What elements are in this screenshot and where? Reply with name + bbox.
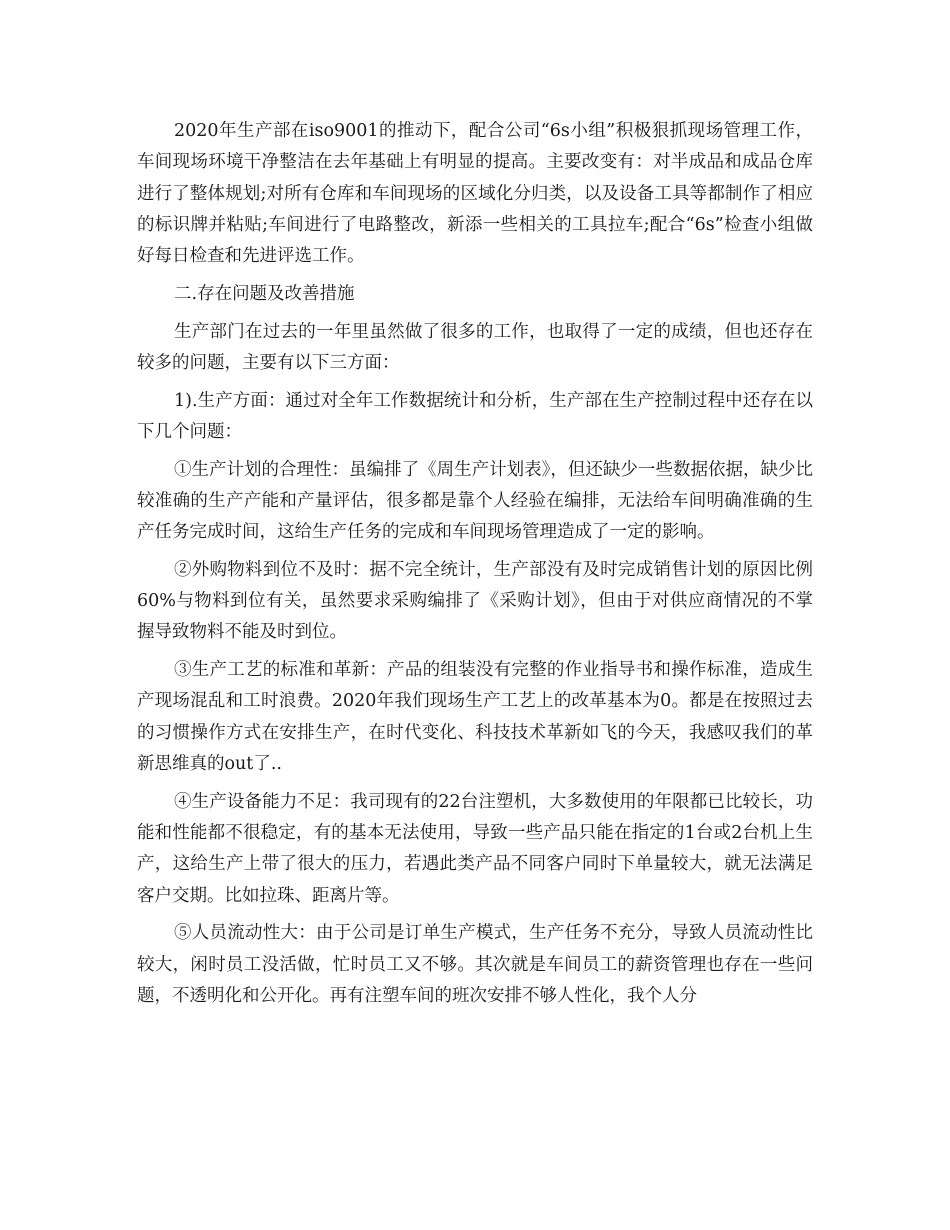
- paragraph-production-planning: ①生产计划的合理性：虽编排了《周生产计划表》，但还缺少一些数据依据，缺少比较准确的生产产能和产量评估，很多都是靠个人经验在编排，无法给车间明确准确的生产任务完成时间，这给生产任务的完成和车间现场管理造成了一定的影响。: [137, 459, 813, 543]
- paragraph-material-delivery: ②外购物料到位不及时：据不完全统计，生产部没有及时完成销售计划的原因比例60%与物料到位有关，虽然要求采购编排了《采购计划》，但由于对供应商情况的不掌握导致物料不能及时到位。: [137, 559, 813, 643]
- paragraph-equipment-capacity: ④生产设备能力不足：我司现有的22台注塑机，大多数使用的年限都已比较长，功能和性能都不很稳定，有的基本无法使用，导致一些产品只能在指定的1台或2台机上生产，这给生产上带了很大的压力，若遇此类产品不同客户同时下单量较大，就无法满足客户交期。比如拉珠、距离片等。: [137, 791, 813, 906]
- paragraph-problems-intro: 生产部门在过去的一年里虽然做了很多的工作，也取得了一定的成绩，但也还存在较多的问题，主要有以下三方面：: [137, 321, 813, 373]
- section-heading-problems: 二.存在问题及改善措施: [174, 283, 355, 304]
- paragraph-production-aspect: 1).生产方面：通过对全年工作数据统计和分析，生产部在生产控制过程中还存在以下几个问题：: [137, 390, 813, 442]
- paragraph-process-standards: ③生产工艺的标准和革新：产品的组装没有完整的作业指导书和操作标准，造成生产现场混乱和工时浪费。2020年我们现场生产工艺上的改革基本为0。都是在按照过去的习惯操作方式在安排生产，在时代变化、科技技术革新如飞的今天，我感叹我们的革新思维真的out了..: [137, 660, 813, 774]
- document-body: [137, 116, 813, 1019]
- paragraph-staff-turnover: ⑤人员流动性大：由于公司是订单生产模式，生产任务不充分，导致人员流动性比较大，闲时员工没活做，忙时员工又不够。其次就是车间员工的薪资管理也存在一些问题，不透明化和公开化。再有注塑车间的班次安排不够人性化，我个人分: [137, 923, 813, 1006]
- paragraph-6s-management: 2020年生产部在iso9001的推动下，配合公司“6s小组”积极狠抓现场管理工作，车间现场环境干净整洁在去年基础上有明显的提高。主要改变有：对半成品和成品仓库进行了整体规划;对所有仓库和车间现场的区域化分归类，以及设备工具等都制作了相应的标识牌并粘贴;车间进行了电路整改，新添一些相关的工具拉车;配合“6s”检查小组做好每日检查和先进评选工作。: [137, 121, 813, 267]
